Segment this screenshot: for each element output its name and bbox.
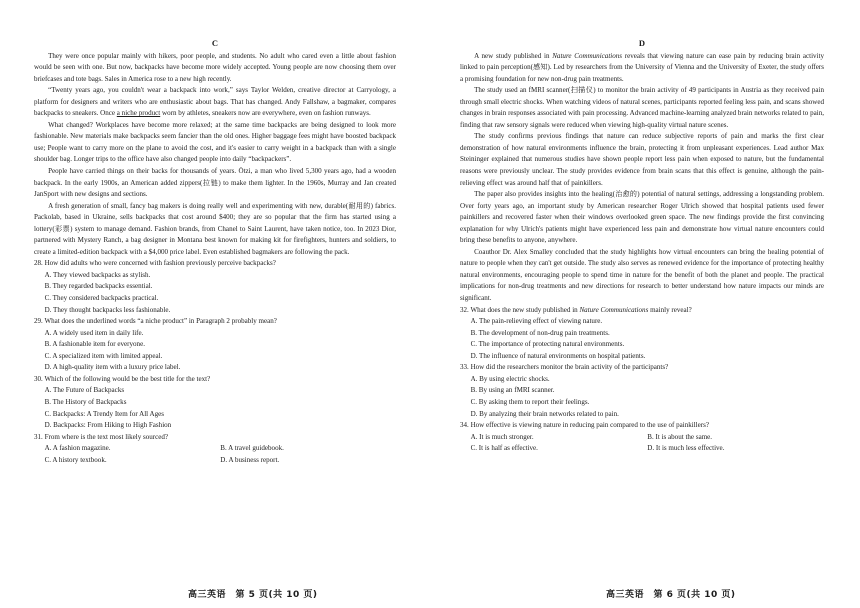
options-31-row-1 — [34, 443, 396, 455]
option-32-a: A. The pain-relieving effect of viewing nature. — [470, 317, 603, 326]
passage-d-paragraph-1 — [460, 51, 824, 86]
option-33-a: A. By using electric shocks. — [470, 374, 550, 383]
question-32-start: 32. What does the new study published in — [460, 305, 580, 314]
options-34-row-1 — [460, 432, 824, 444]
option-30-a: A. The Future of Backpacks — [44, 386, 125, 395]
passage-c-paragraph-4: People have carried things on their backs for thousands of years. Ötzi, a man who lived 5,300 years ago, had a wooden backpack. In the early 1900s, an American added zippers(拉链) to make them lighter. In the 1960s, Murray and Jan created JanSport with new designs and sections. — [34, 167, 396, 199]
option-29-d: D. A high-quality item with a luxury price label. — [44, 363, 181, 372]
option-34-a: A. It is much stronger. — [470, 432, 534, 441]
options-31-row-2 — [34, 455, 396, 467]
passage-c-paragraph-1: They were once popular mainly with hikers, poor people, and students. No adult who cared even a little about fashion would be seen with one. But now, backpacks have become more widely accepted. Young people are now choosing them over briefcases and tote bags. Sales in America rose to a new high recently. — [34, 51, 396, 83]
option-29-b: B. A fashionable item for everyone. — [44, 340, 145, 349]
option-29-a: A. A widely used item in daily life. — [44, 328, 144, 337]
question-33: 33. How did the researchers monitor the brain activity of the participants? — [460, 363, 669, 372]
passage-c-paragraph-2 — [34, 85, 396, 120]
option-31-a: A. A fashion magazine. — [44, 444, 111, 453]
option-34-d: D. It is much less effective. — [647, 444, 725, 453]
option-31-b: B. A travel guidebook. — [220, 444, 284, 453]
page-footer-left: 高三英语 第 5 页(共 10 页) — [188, 590, 318, 600]
passage-d-paragraph-1-rest: reveals that viewing nature can ease pain by reducing brain activity linked to pain perception(感知). Led by researchers from the University of Vienna and the University of Exeter, the study offers a promising foundation for new non-drug pain treatments. — [460, 51, 825, 83]
option-34-c: C. It is half as effective. — [470, 444, 538, 453]
option-28-d: D. They thought backpacks less fashionable. — [44, 305, 171, 314]
passage-d-paragraph-3: The study confirms previous findings that nature can reduce subjective reports of pain and marks the first clear demonstration of how natural environments influence the brain, protecting it from unpleasant experiences. Lead author Max Steininger explained that numerous studies have shown people report less pain when exposed to nature, but the fundamental reasons were previously unclear. The study provides evidence from brain scans that this effect is genuine, although the pain-relieving effect was around half that of painkillers. — [460, 132, 824, 187]
passage-d-paragraph-5: Coauthor Dr. Alex Smalley concluded that the study highlights how virtual encounters can bring the healing potential of nature to people when they can't get outside. The study also serves as renewed evidence for the importance of protecting healthy natural environments, encouraging people to spend time in nature for the benefit of both the planet and people. The practical implications for non-drug treatments and new directions for research to better understand how nature impacts our minds are significant. — [460, 247, 824, 303]
option-32-c: C. The importance of protecting natural environments. — [470, 340, 625, 349]
passage-c-paragraph-2-text: “Twenty years ago, you couldn't wear a backpack into work,” says Taylor Welden, creative director at Carryology, a platform for designers and writers who are enthusiastic about bags. That has changed. Andy Fallshaw, a bagmaker, compares backpacks to sneakers. Once — [34, 86, 396, 118]
passage-d-paragraph-1-start: A new study published in — [474, 51, 553, 60]
underlined-phrase: a niche product — [116, 109, 161, 118]
option-28-c: C. They considered backpacks practical. — [44, 294, 159, 303]
question-30: 30. Which of the following would be the best title for the text? — [34, 374, 211, 383]
question-32-journal: Nature Communications — [579, 305, 649, 314]
question-32 — [460, 305, 824, 317]
passage-c-column — [34, 38, 396, 466]
passage-c-paragraph-2-end: worn by athletes, sneakers now are everywhere, even on fashion runways. — [161, 109, 371, 118]
question-34: 34. How effective is viewing nature in reducing pain compared to the use of painkillers? — [460, 421, 709, 430]
passage-d-paragraph-2: The study used an fMRI scanner(扫描仪) to monitor the brain activity of 49 participants in Austria as they received pain through small electric shocks. When watching videos of natural scenes, participants reported feeling less pain, and scans showed changes in brain responses associated with pain processing. Advanced machine-learning analyzed brain networks related to pain, finding that raw sensory signals were reduced when viewing high-quality virtual nature scenes. — [460, 86, 824, 129]
question-28: 28. How did adults who were concerned with fashion previously perceive backpacks? — [34, 259, 276, 268]
option-33-c: C. By asking them to report their feelings. — [470, 397, 590, 406]
option-33-d: D. By analyzing their brain networks related to pain. — [470, 409, 619, 418]
option-31-c: C. A history textbook. — [44, 455, 107, 464]
option-28-a: A. They viewed backpacks as stylish. — [44, 270, 151, 279]
passage-c-paragraph-3: What changed? Workplaces have become more relaxed; at the same time backpacks are being designed to look more fashionable. New materials make backpacks seem fancier than the old ones. Higher baggage fees might have boosted backpack use; People want to carry more on the plane to avoid the cost, and it's easier to carry weight in a backpack than with a single shoulder bag. Longer trips to the office have also changed people into daily “backpackers”. — [34, 120, 396, 164]
page-footer-right: 高三英语 第 6 页(共 10 页) — [606, 590, 736, 600]
journal-name: Nature Communications — [552, 51, 623, 60]
section-letter-d: D — [638, 38, 646, 48]
option-28-b: B. They regarded backpacks essential. — [44, 282, 153, 291]
question-31: 31. From where is the text most likely sourced? — [34, 432, 169, 441]
question-29: 29. What does the underlined words “a niche product” in Paragraph 2 probably mean? — [34, 317, 277, 326]
option-30-c: C. Backpacks: A Trendy Item for All Ages — [44, 409, 164, 418]
passage-d-column — [460, 38, 824, 455]
option-30-b: B. The History of Backpacks — [44, 397, 127, 406]
passage-d-paragraph-4: The paper also provides insights into the healing(治愈的) potential of natural settings, addressing a longstanding problem. Over forty years ago, an important study by American researcher Roger Ulrich showed that hospital patients used fewer painkillers and recovered faster when their windows overlooked green space. The new findings provide the first convincing explanation for why Ulrich's patients might have experienced less pain and demonstrate how virtual nature encounters could bring these benefits to anyone, anywhere. — [460, 190, 824, 245]
option-32-b: B. The development of non-drug pain treatments. — [470, 328, 610, 337]
options-34-row-2 — [460, 443, 824, 455]
option-29-c: C. A specialized item with limited appeal. — [44, 351, 163, 360]
option-33-b: B. By using an fMRI scanner. — [470, 386, 555, 395]
passage-c-paragraph-5: A fresh generation of small, fancy bag makers is doing really well and experimenting with new, durable(耐用的) fabrics. Packolab, based in Ukraine, sells backpacks that cost around $400; they are so popular that the firm has started using a lottery(彩票) system to manage demand. Fashion brands, from Chanel to Saint Laurent, have taken notice, too. In 2023 Dior, partnered with Mystery Ranch, a bag designer in Montana best known for making kit for firefighters, hunters and soldiers, to create a limited-edition backpack with a $4,000 price label. Even established bagmakers are following the pack. — [34, 201, 396, 256]
option-31-d: D. A business report. — [220, 455, 280, 464]
option-34-b: B. It is about the same. — [647, 432, 713, 441]
section-letter-c: C — [211, 38, 219, 48]
question-32-end: mainly reveal? — [648, 305, 692, 314]
option-32-d: D. The influence of natural environments on hospital patients. — [470, 351, 646, 360]
option-30-d: D. Backpacks: From Hiking to High Fashion — [44, 421, 172, 430]
